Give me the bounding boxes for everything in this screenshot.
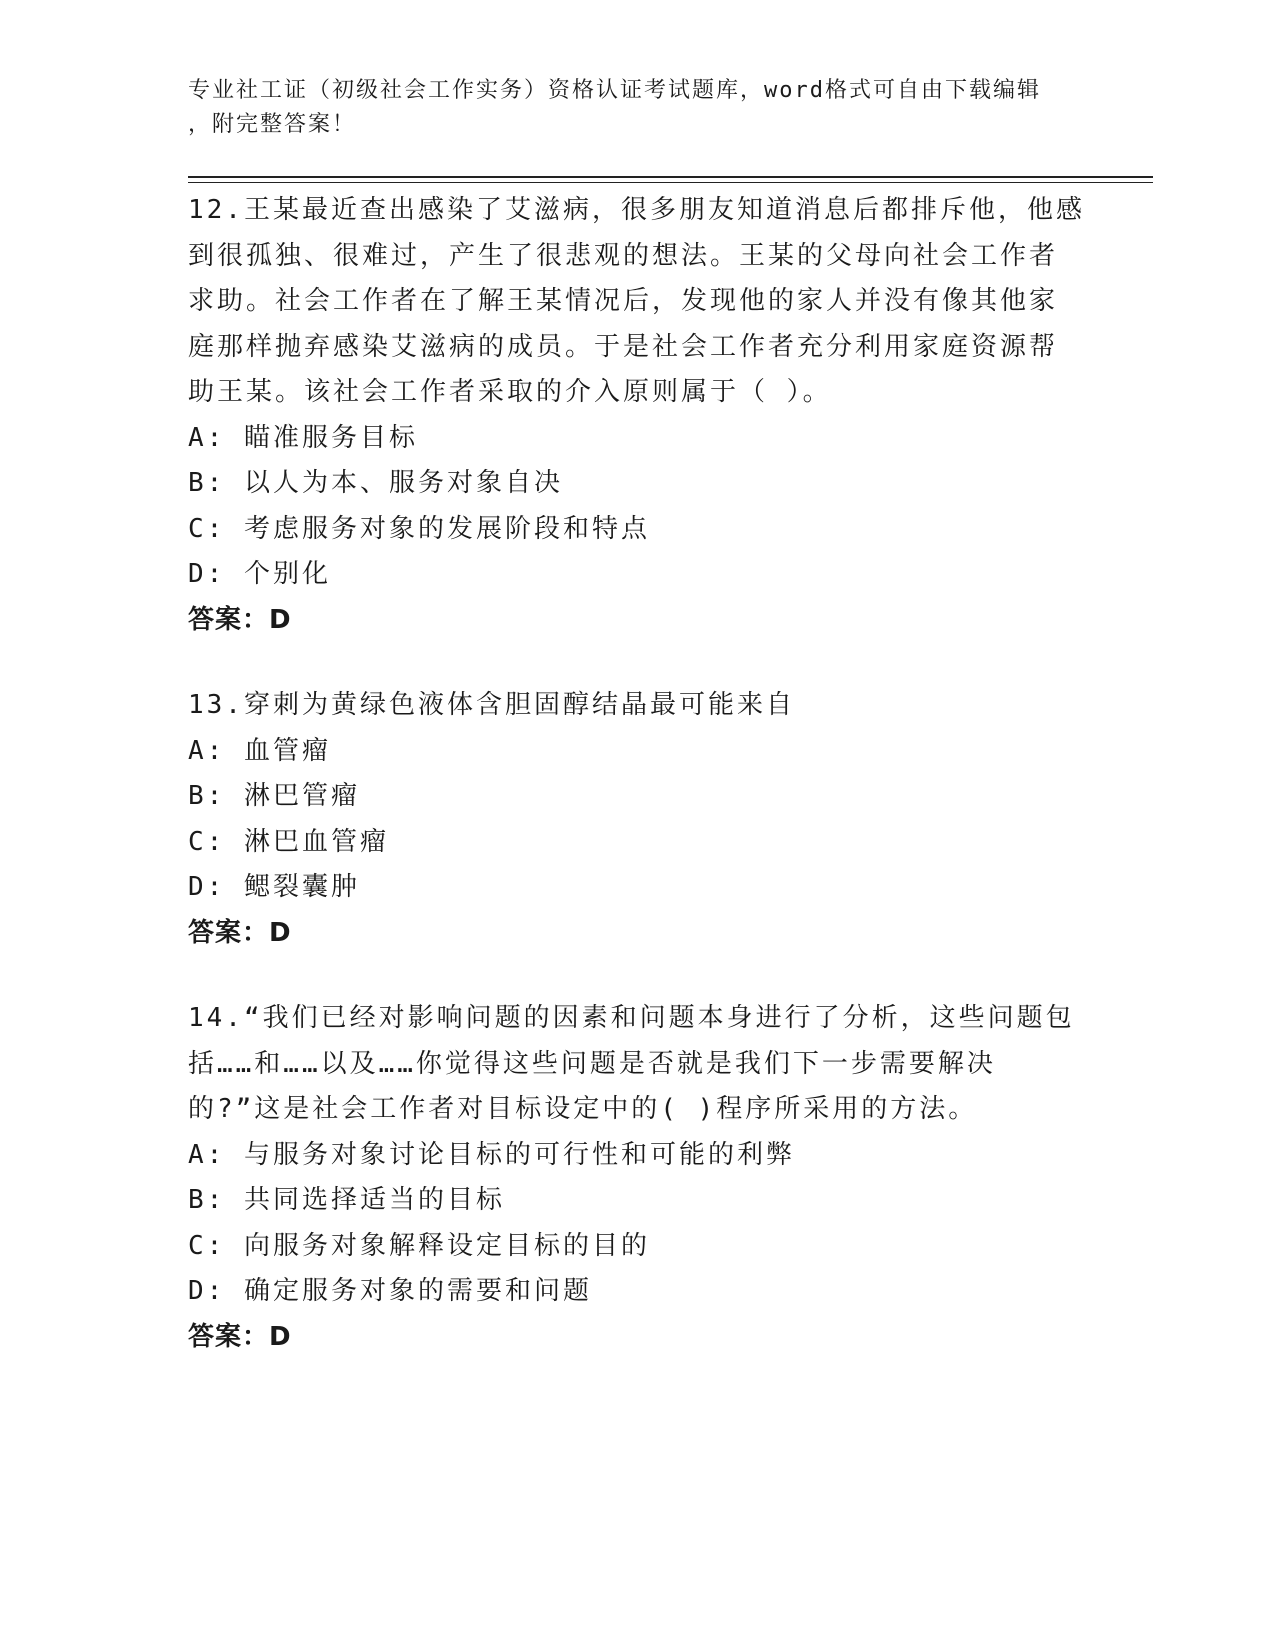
- option-c: C: 淋巴血管瘤: [188, 826, 389, 857]
- question-13: [188, 683, 1088, 956]
- question-stem-line: 13.穿刺为黄绿色液体含胆固醇结晶最可能来自: [188, 690, 795, 720]
- option-a: A: 血管瘤: [188, 735, 331, 766]
- option-a: A: 瞄准服务目标: [188, 422, 418, 453]
- document-header: [188, 74, 1088, 142]
- question-stem-line: 到很孤独、很难过，产生了很悲观的想法。王某的父母向社会工作者: [188, 240, 1059, 271]
- question-stem-line: 庭那样抛弃感染艾滋病的成员。于是社会工作者充分利用家庭资源帮: [188, 331, 1059, 362]
- option-b: B: 以人为本、服务对象自决: [188, 468, 563, 498]
- header-title-line-1: 专业社工证（初级社会工作实务）资格认证考试题库，word格式可自由下载编辑: [188, 78, 1041, 103]
- option-d: D: 鳃裂囊肿: [188, 872, 360, 902]
- option-d: D: 确定服务对象的需要和问题: [188, 1276, 592, 1306]
- option-b: B: 共同选择适当的目标: [188, 1185, 505, 1215]
- question-stem-line: 求助。社会工作者在了解王某情况后，发现他的家人并没有像其他家: [188, 286, 1059, 316]
- option-c: C: 考虑服务对象的发展阶段和特点: [188, 513, 650, 544]
- question-12: [188, 188, 1088, 643]
- answer-text: 答案：D: [188, 917, 292, 948]
- question-stem-line: 括……和……以及……你觉得这些问题是否就是我们下一步需要解决: [188, 1048, 996, 1079]
- question-stem-line: 14.“我们已经对影响问题的因素和问题本身进行了分析，这些问题包: [188, 1003, 1075, 1033]
- header-rule-thick: [188, 176, 1153, 178]
- header-title-line-2: ，附完整答案！: [188, 112, 357, 137]
- question-list: [188, 188, 1088, 1400]
- option-d: D: 个别化: [188, 559, 331, 589]
- question-stem-line: 助王某。该社会工作者采取的介入原则属于（ ）。: [188, 377, 832, 407]
- option-a: A: 与服务对象讨论目标的可行性和可能的利弊: [188, 1139, 795, 1170]
- question-14: [188, 996, 1088, 1360]
- header-rule-thin: [188, 182, 1153, 183]
- question-stem-line: 的?”这是社会工作者对目标设定中的( )程序所采用的方法。: [188, 1094, 978, 1124]
- option-c: C: 向服务对象解释设定目标的目的: [188, 1230, 650, 1261]
- answer-text: 答案：D: [188, 604, 292, 635]
- option-b: B: 淋巴管瘤: [188, 781, 360, 811]
- question-stem-line: 12.王某最近查出感染了艾滋病，很多朋友知道消息后都排斥他，他感: [188, 195, 1085, 225]
- answer-text: 答案：D: [188, 1321, 292, 1352]
